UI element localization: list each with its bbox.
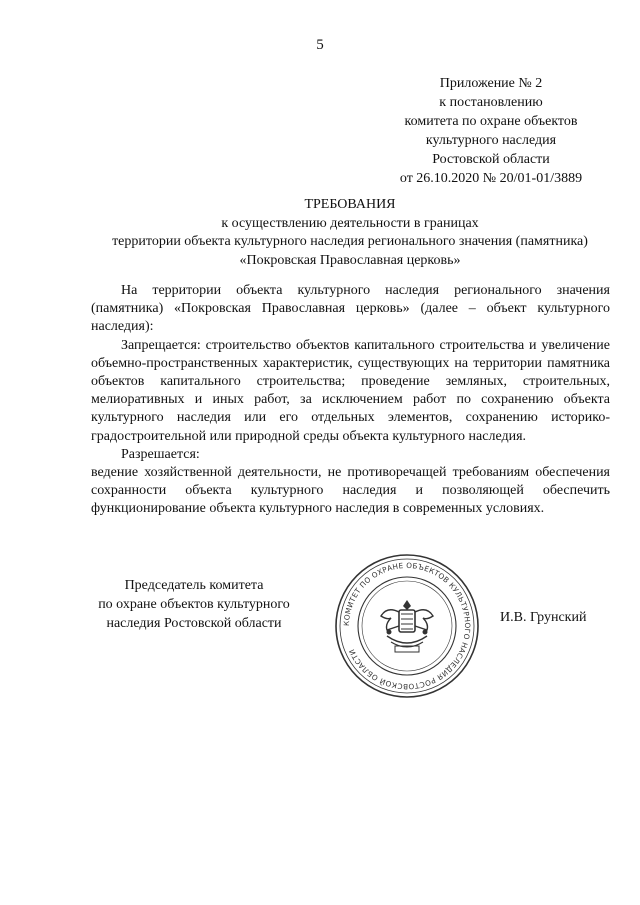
official-seal-icon xyxy=(333,552,481,700)
prohibited-paragraph: Запрещается: строительство объектов капитального строительства и увеличение объемно-пространственных характеристик, существующих на территории памятника объектов капитального строительства; проведение земляных, строительных, мелиоративных и иных работ, за исключением работ по сохранению объекта культурного наследия или его отдельных элементов, сохранению историко-градостроительной или природной среды объекта культурного наследия. xyxy=(91,337,610,444)
appendix-header xyxy=(380,74,602,188)
position-line: Председатель комитета xyxy=(124,578,264,593)
intro-paragraph: На территории объекта культурного наследия регионального значения (памятника) «Покровская Православная церковь» (далее – объект культурного наследия): xyxy=(91,283,610,335)
signer-name: И.В. Грунский xyxy=(500,610,587,625)
page-number: 5 xyxy=(316,37,324,53)
appendix-line: Приложение № 2 xyxy=(439,76,543,91)
appendix-line: Ростовской области xyxy=(432,152,550,167)
appendix-line: к постановлению xyxy=(439,95,543,110)
document-body xyxy=(91,282,610,519)
allowed-paragraph: ведение хозяйственной деятельности, не противоречащей требованиям обеспечения сохранности объекта культурного наследия и позволяющей обеспечить функционирование объекта культурного наследия в современных условиях. xyxy=(91,465,610,517)
signatory-position xyxy=(84,576,304,633)
appendix-line: культурного наследия xyxy=(425,133,557,148)
allowed-label: Разрешается: xyxy=(121,446,200,462)
title-line: территории объекта культурного наследия регионального значения (памятника) xyxy=(112,234,588,249)
document-title xyxy=(60,196,640,270)
position-line: по охране объектов культурного xyxy=(98,597,290,612)
appendix-line: комитета по охране объектов xyxy=(404,114,578,129)
position-line: наследия Ростовской области xyxy=(106,616,282,631)
title-line: к осуществлению деятельности в границах xyxy=(221,215,479,231)
title-line: «Покровская Православная церковь» xyxy=(239,252,461,268)
title-heading: ТРЕБОВАНИЯ xyxy=(304,197,396,212)
appendix-line: от 26.10.2020 № 20/01-01/3889 xyxy=(399,171,583,186)
svg-text:КОМИТЕТ ПО ОХРАНЕ ОБЪЕКТОВ КУЛ: КОМИТЕТ ПО ОХРАНЕ ОБЪЕКТОВ КУЛЬТУРНОГО НАСЛЕДИЯ РОСТОВСКОЙ ОБЛАСТИ xyxy=(341,560,473,692)
